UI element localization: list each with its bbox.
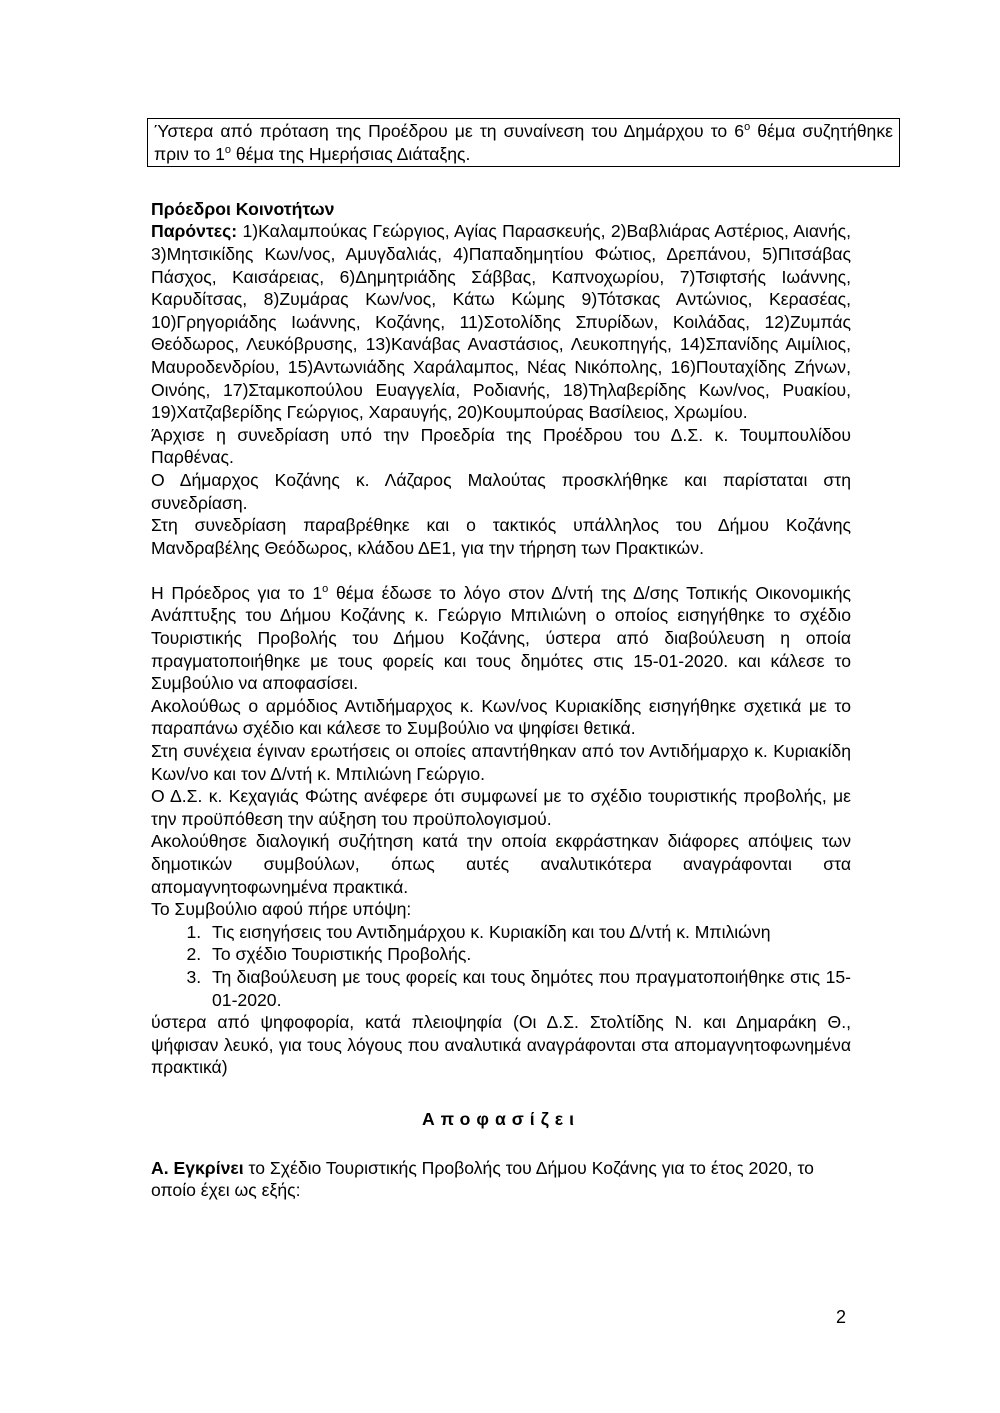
box-sup-2: ο bbox=[224, 143, 232, 156]
boxed-note bbox=[147, 118, 900, 167]
paragraph-2: Ο Δήμαρχος Κοζάνης κ. Λάζαρος Μαλούτας προσκλήθηκε και παρίσταται στη συνεδρίαση. bbox=[151, 469, 851, 513]
box-text-1: Ύστερα από πρόταση της Προέδρου με τη συναίνεση του Δημάρχου το 6 bbox=[154, 121, 745, 141]
paragraph-7: Ο Δ.Σ. κ. Κεχαγιάς Φώτης ανέφερε ότι συμφωνεί με το σχέδιο τουριστικής προβολής, με την προϋπόθεση την αύξηση του προϋπολογισμού. bbox=[151, 786, 851, 829]
final-paragraph bbox=[151, 1157, 851, 1202]
document-body bbox=[151, 118, 893, 1202]
paragraph-4 bbox=[151, 582, 851, 695]
paragraph-6: Στη συνέχεια έγιναν ερωτήσεις οι οποίες απαντήθηκαν από τον Αντιδήμαρχο κ. Κυριακίδη Κων/νο και τον Δ/ντή κ. Μπιλιώνη Γεώργιο. bbox=[151, 741, 851, 784]
present-text: 1)Καλαμπούκας Γεώργιος, Αγίας Παρασκευής, 2)Βαβλιάρας Αστέριος, Αιανής, 3)Μητσικίδης Κων/νος, Αμυγδαλιάς, 4)Παπαδημητίου Φώτιος, Δρεπάνου, 5)Πιτσάβας Πάσχος, Καισάρειας, 6)Δημητριάδης Σάββας, Καπνοχωρίου, 7)Τσιφτσής Ιωάννης, Καρυδίτσας, 8)Ζυμάρας Κων/νος, Κάτω Κώμης 9)Τότσκας Αντώνιος, Κερασέας, 10)Γρηγοριάδης Ιωάννης, Κοζάνης, 11)Σοτολίδης Σπυρίδων, Κοιλάδας, 12)Ζυμπάς Θεόδωρος, Λευκόβρυσης, 13)Κανάβας Αναστάσιος, Λευκοπηγής, 14)Σπανίδης Αιμίλιος, Μαυροδενδρίου, 15)Αντωνιάδης Χαράλαμπος, Νέας Νικόπολης, 16)Πουταχίδης Ζήνων, Οινόης, 17)Σταμκοπούλου Ευαγγελία, Ροδιανής, 18)Τηλαβερίδης Κων/νος, Ρυακίου, 19)Χατζαβερίδης Γεώργιος, Χαραυγής, 20)Κουμπούρας Βασίλειος, Χρωμίου. bbox=[151, 221, 851, 423]
paragraph-3: Στη συνεδρίαση παραβρέθηκε και ο τακτικός υπάλληλος του Δήμου Κοζάνης Μανδραβέλης Θεόδωρος, κλάδου ΔΕ1, για την τήρηση των Πρακτικών. bbox=[151, 515, 851, 558]
paragraph-9: Το Συμβούλιο αφού πήρε υπόψη: bbox=[151, 899, 412, 920]
considerations-list bbox=[151, 921, 851, 1011]
paragraph-5: Ακολούθως ο αρμόδιος Αντιδήμαρχος κ. Κων/νος Κυριακίδης εισηγήθηκε σχετικά με το παραπάνω σχέδιο και κάλεσε το Συμβούλιο να ψηφίσει θετικά. bbox=[151, 695, 851, 739]
p4-sup: ο bbox=[322, 583, 329, 596]
box-text-3: θέμα της Ημερήσιας Διάταξης. bbox=[231, 143, 471, 164]
box-text-2: θέμα συζητήθηκε πριν το 1 bbox=[154, 121, 893, 164]
paragraph-8: Ακολούθησε διαλογική συζήτηση κατά την οποία εκφράστηκαν διάφορες απόψεις των δημοτικών συμβούλων, όπως αυτές αναλυτικότερα αναγράφονται στα απομαγνητοφωνημένα πρακτικά. bbox=[151, 831, 851, 897]
paragraph-1: Άρχισε η συνεδρίαση υπό την Προεδρία της Προέδρου του Δ.Σ. κ. Τουμπουλίδου Παρθένας. bbox=[151, 424, 851, 468]
p4-text-a: Η Πρόεδρος για το 1 bbox=[151, 582, 323, 603]
section-heading: Πρόεδροι Κοινοτήτων bbox=[151, 198, 335, 219]
list-item: 1. Τις εισηγήσεις του Αντιδημάρχου κ. Κυριακίδη και του Δ/ντή κ. Μπιλιώνη bbox=[206, 921, 851, 944]
box-sup-1: ο bbox=[744, 121, 751, 134]
paragraph-10: ύστερα από ψηφοφορία, κατά πλειοψηφία (Οι Δ.Σ. Στολτίδης Ν. και Δημαράκη Θ., ψήφισαν λευκό, για τους λόγους που αναλυτικά αναγράφονται στα απομαγνητοφωνημένα πρακτικά) bbox=[151, 1012, 851, 1078]
list-item: 2. Το σχέδιο Τουριστικής Προβολής. bbox=[206, 943, 851, 966]
present-paragraph bbox=[151, 220, 851, 423]
decision-heading: Αποφασίζει bbox=[421, 1108, 581, 1129]
p4-text-b: θέμα έδωσε το λόγο στον Δ/ντή της Δ/σης Τοπικής Οικονομικής Ανάπτυξης του Δήμου Κοζάνης κ. Γεώργιο Μπιλιώνη ο οποίος εισηγήθηκε το σχέδιο Τουριστικής Προβολής του Δήμου Κοζάνης, ύστερα από διαβούλευση η οποία πραγματοποιήθηκε με τους φορείς και τους δημότες στις 15-01-2020. και κάλεσε το Συμβούλιο να αποφασίσει. bbox=[151, 582, 851, 694]
list-item: 3. Τη διαβούλευση με τους φορείς και τους δημότες που πραγματοποιήθηκε στις 15-01-2020. bbox=[206, 966, 851, 1011]
page-number: 2 bbox=[836, 1307, 847, 1327]
present-label: Παρόντες: bbox=[151, 221, 238, 242]
final-text: το Σχέδιο Τουριστικής Προβολής του Δήμου Κοζάνης για το έτος 2020, το οποίο έχει ως εξής: bbox=[151, 1157, 814, 1201]
final-bold-label: Α. Εγκρίνει bbox=[151, 1157, 244, 1178]
